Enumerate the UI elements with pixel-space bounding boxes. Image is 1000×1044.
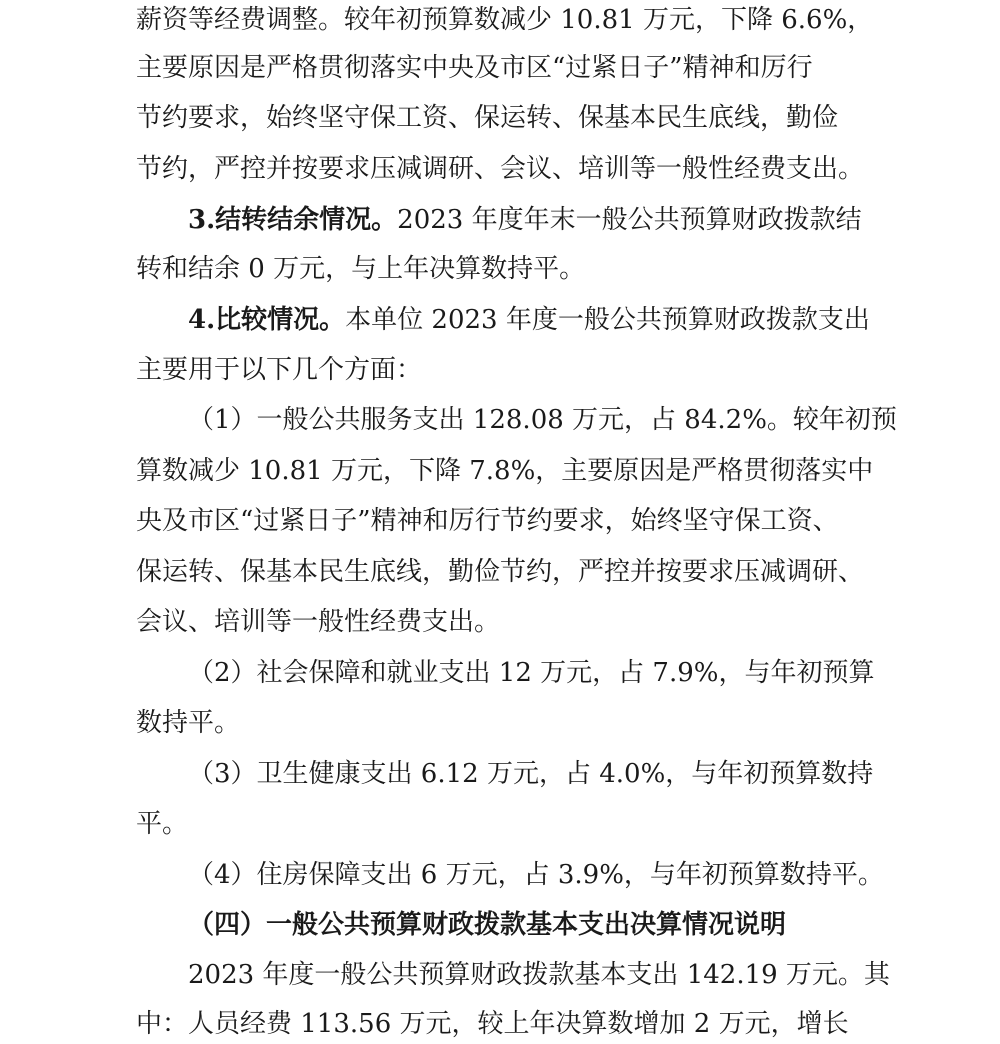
list-item-3-line: （3）卫生健康支出 6.12 万元，占 4.0%，与年初预算数持 bbox=[188, 759, 874, 789]
list-item-2-line: （2）社会保障和就业支出 12 万元，占 7.9%，与年初预算 bbox=[188, 658, 875, 688]
paragraph-line: 节约，严控并按要求压减调研、会议、培训等一般性经费支出。 bbox=[136, 154, 865, 184]
section-line-carryover bbox=[188, 200, 862, 240]
paragraph-line: 主要原因是严格贯彻落实中央及市区“过紧日子”精神和厉行 bbox=[136, 53, 813, 83]
paragraph-line: 中：人员经费 113.56 万元，较上年决算数增加 2 万元，增长 bbox=[136, 1009, 849, 1039]
paragraph-line: 转和结余 0 万元，与上年决算数持平。 bbox=[136, 254, 586, 284]
paragraph-line: 央及市区“过紧日子”精神和厉行节约要求，始终坚守保工资、 bbox=[136, 506, 839, 536]
paragraph-line: 节约要求，始终坚守保工资、保运转、保基本民生底线，勤俭 bbox=[136, 103, 839, 133]
list-item-1-line: （1）一般公共服务支出 128.08 万元，占 84.2%。较年初预 bbox=[188, 405, 897, 435]
paragraph-line: 薪资等经费调整。较年初预算数减少 10.81 万元，下降 6.6%， bbox=[136, 5, 874, 35]
paragraph-text: 本单位 2023 年度一般公共预算财政拨款支出 bbox=[345, 305, 870, 335]
paragraph-line: 会议、培训等一般性经费支出。 bbox=[136, 607, 501, 637]
section-line-comparison bbox=[188, 300, 870, 340]
paragraph-line: 数持平。 bbox=[136, 708, 241, 738]
paragraph-line: 2023 年度一般公共预算财政拨款基本支出 142.19 万元。其 bbox=[188, 960, 890, 990]
paragraph-line: 保运转、保基本民生底线，勤俭节约，严控并按要求压减调研、 bbox=[136, 557, 865, 587]
paragraph-line: 主要用于以下几个方面： bbox=[136, 355, 423, 385]
section-lead-comparison: 4.比较情况。 bbox=[188, 305, 346, 335]
section-heading: （四）一般公共预算财政拨款基本支出决算情况说明 bbox=[188, 910, 787, 940]
paragraph-line: 平。 bbox=[136, 809, 189, 839]
section-lead-carryover: 3.结转结余情况。 bbox=[188, 205, 398, 235]
paragraph-text: 2023 年度年末一般公共预算财政拨款结 bbox=[397, 205, 862, 235]
list-item-4-line: （4）住房保障支出 6 万元，占 3.9%，与年初预算数持平。 bbox=[188, 860, 884, 890]
paragraph-line: 算数减少 10.81 万元，下降 7.8%，主要原因是严格贯彻落实中 bbox=[136, 456, 874, 486]
